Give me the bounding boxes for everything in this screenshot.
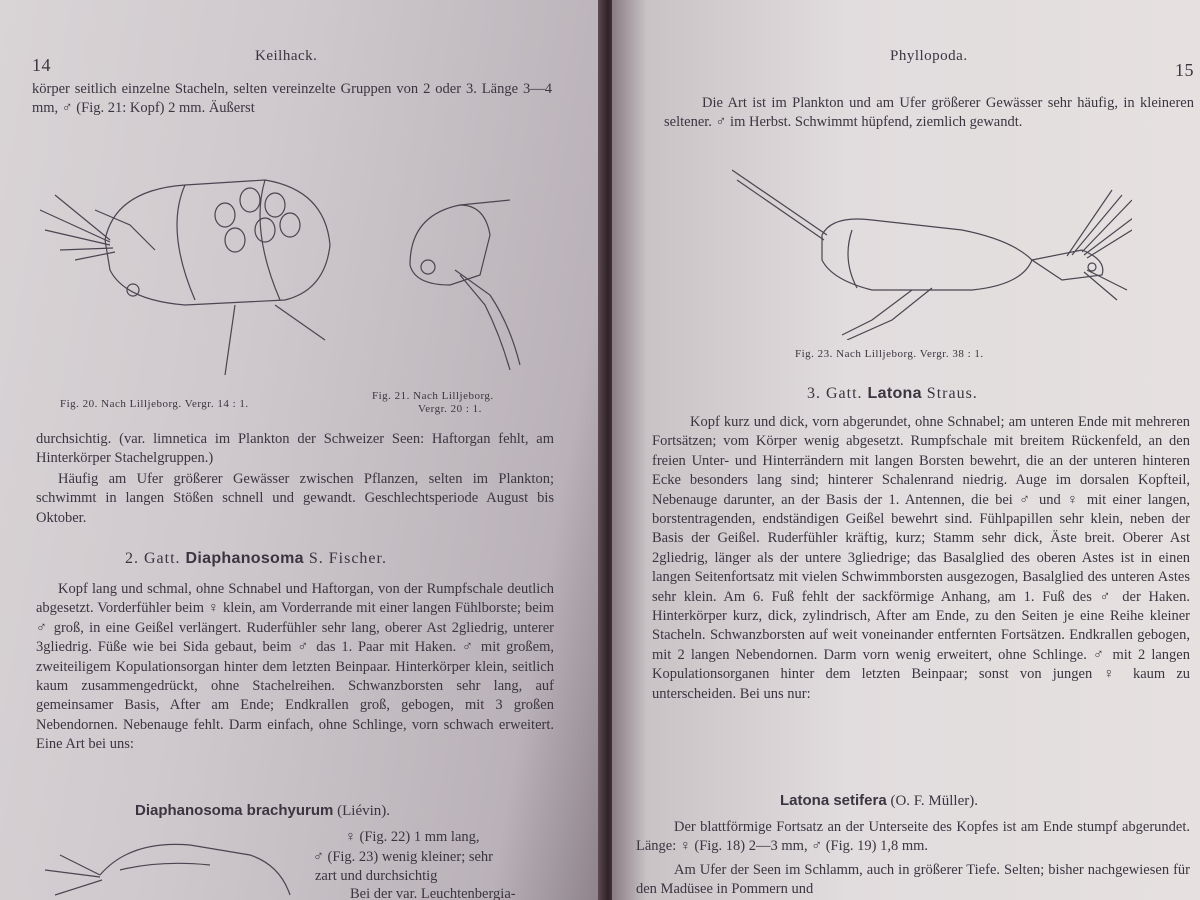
genus-name: Diaphanosoma <box>185 550 304 567</box>
species-heading <box>780 792 978 810</box>
figure-21-drawing <box>400 195 530 375</box>
figure-20-drawing <box>35 150 345 380</box>
running-head: Keilhack. <box>255 48 318 64</box>
genus-author: Straus. <box>926 385 978 402</box>
genus-number: 2. Gatt. <box>125 550 181 567</box>
figure-23-drawing <box>732 160 1132 340</box>
genus-author: S. Fischer. <box>308 550 387 567</box>
species-author: (Liévin). <box>337 803 391 819</box>
species-description: Der blattförmige Fortsatz an der Unterseite des Kopfes ist am Ende stumpf abgerundet. Länge: ♀ (Fig. 18) 2—3 mm, ♂ (Fig. 19) 1,8 mm. <box>636 819 1190 855</box>
paragraph-var-limnetica: durchsichtig. (var. limnetica im Plankton der Schweizer Seen: Haftorgan fehlt, am Hinterkörper Stachelgruppen.) <box>36 431 554 467</box>
figure-21-caption-line1: Fig. 21. Nach Lilljeborg. <box>372 390 494 402</box>
species-name: Diaphanosoma brachyurum <box>135 802 334 819</box>
figure-20-caption: Fig. 20. Nach Lilljeborg. Vergr. 14 : 1. <box>60 398 249 410</box>
paragraph-habitat: Häufig am Ufer größerer Gewässer zwischen Pflanzen, selten im Plankton; schwimmt in langen Stößen schnell und gewandt. Geschlechtsperiode August bis Oktober. <box>36 471 554 526</box>
page-number: 14 <box>32 55 51 75</box>
genus-number: 3. Gatt. <box>807 385 863 402</box>
species-author: (O. F. Müller). <box>890 793 978 809</box>
habitat-text: Am Ufer der Seen im Schlamm, auch in größerer Tiefe. Selten; bisher nachgewiesen für den Madüsee in Pommern und <box>636 862 1190 898</box>
intro-text: körper seitlich einzelne Stacheln, selten vereinzelte Gruppen von 2 oder 3. Länge 3—4 mm, ♂ (Fig. 21: Kopf) 2 mm. Äußerst <box>32 81 552 117</box>
running-head: Phyllopoda. <box>890 48 968 64</box>
intro-text: Die Art ist im Plankton und am Ufer größerer Gewässer sehr häufig, in kleineren seltener. ♂ im Herbst. Schwimmt hüpfend, ziemlich gewandt. <box>664 95 1194 131</box>
figure-22-drawing <box>40 835 300 900</box>
species-heading <box>135 802 390 820</box>
species-line-1: ♀ (Fig. 22) 1 mm lang, <box>345 829 480 845</box>
page-number: 15 <box>1175 60 1194 80</box>
genus-name: Latona <box>867 385 922 402</box>
genus-description: Kopf kurz und dick, vorn abgerundet, ohne Schnabel; am unteren Ende mit mehreren Fortsätzen; vom Körper wenig abgesetzt. Rumpfschale mit breitem Rückenfeld, an den freien Unter- und Hinterrändern mit langen Borsten bewehrt, die an der unteren hinteren Ecke besonders lang sind; hinterer Schalenrand niedrig. Auge im dorsalen Kopfteil, Nebenauge darunter, an der Basis der 1. Antennen, die bei ♂ und ♀ mit einer langen, borstentragenden, endständigen Geißel bewehrt sind. Fühlpapillen sehr klein, neben der Basis der Geißel. Ruderfühler kräftig, kurz; Stamm sehr dick, Äste breit. Oberer Ast 2gliedrig, länger als der untere 3gliedrige; das Basalglied des oberen Astes ist in einen langen Seitenfortsatz mit vielen Schwimmborsten ausgezogen, Basalglied des unteren Astes sehr klein. Am 6. Fuß fehlt der sackförmige Anhang, am 1. Fuß des ♂ der Haken. Hinterkörper kurz, dick, zylindrisch, After am Ende, zu den Seiten je eine Reihe kleiner Stacheln. Schwanzborsten auf weit voneinander entfernten Fortsätzen. Endkrallen gebogen, mit 2 langen Nebendornen. Darm vorn wenig erweitert, ohne Schlinge. ♂ mit 2 langen Kopulationsorganen hinter dem letzten Beinpaar; sonst von jungen ♀ kaum zu unterscheiden. Bei uns nur: <box>652 414 1190 702</box>
figure-21-caption-line2: Vergr. 20 : 1. <box>418 403 482 415</box>
figure-23-caption: Fig. 23. Nach Lilljeborg. Vergr. 38 : 1. <box>795 348 984 360</box>
genus-heading <box>807 385 978 403</box>
species-name: Latona setifera <box>780 792 887 809</box>
species-line-3: zart und durchsichtig <box>315 868 438 884</box>
right-page <box>612 0 1200 900</box>
genus-heading <box>125 550 387 568</box>
genus-description: Kopf lang und schmal, ohne Schnabel und Haftorgan, von der Rumpfschale deutlich abgesetzt. Vorderfühler beim ♀ klein, am Vorderrande mit einer langen Fühlborste; beim ♂ groß, in eine Geißel verlängert. Ruderfühler sehr lang, oberer Ast 2gliedrig, unterer 3gliedrig. Füße wie bei Sida gebaut, beim ♂ das 1. Paar mit Haken. ♂ mit großem, zweiteiligem Kopulationsorgan hinter dem letzten Beinpaar. Hinterkörper klein, seitlich kaum zusammengedrückt, ohne Stachelreihen. Schwanzborsten sehr lang, auf gemeinsamer Basis, After am Ende; Endkrallen groß, gebogen, mit 3 großen Nebendornen. Nebenauge fehlt. Darm einfach, ohne Schlinge, vorn schwach erweitert. Eine Art bei uns: <box>36 581 554 753</box>
species-line-4: Bei der var. Leuchtenbergia- <box>350 886 516 900</box>
species-line-2: ♂ (Fig. 23) wenig kleiner; sehr <box>313 849 494 865</box>
